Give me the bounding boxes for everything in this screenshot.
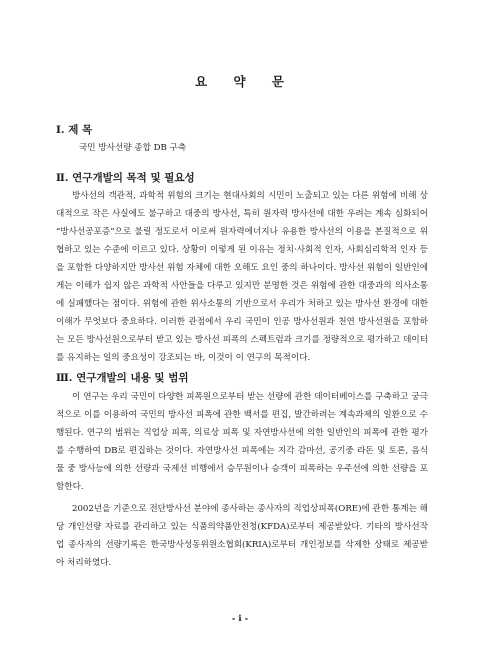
project-title: 국민 방사선량 종합 DB 구축 [79,143,187,153]
scope-paragraph-2: 2002년을 기준으로 전단방사선 분야에 종사하는 종사자의 직업상피폭(ORE)에 관한 통계는 해당 개인선량 자료를 관리하고 있는 식품의약품안전청(KFDA)로부터 제공받았다. 기타의 방사선작업 종사자의 선량기록은 한국방사성동위원소협회(KRIA)로부터 개인정보를 삭제한 상태로 제공받아 처리하였다. [56,504,428,568]
page-title [0,72,480,90]
purpose-paragraph: 방사선의 객관적, 과학적 위험의 크기는 현대사회의 시민이 노출되고 있는 다른 위험에 비해 상대적으로 작은 사실에도 불구하고 대중의 방사선, 특히 원자력 방사선에 대한 우려는 계속 심화되어 “방사선공포증”으로 불릴 정도로서 이로써 원자력에너지나 유용한 방사선의 이용을 본질적으로 위협하고 있는 수준에 이르고 있다. 상황이 이렇게 된 이유는 정치·사회적 인자, 사회심리학적 인자 등을 포함한 다양하지만 방사선 위험 자체에 대한 오해도 요인 중의 하나이다. 방사선 위험이 일반인에게는 이해가 쉽지 않은 과학적 사안들을 다루고 있지만 분명한 것은 위험에 관한 대중과의 의사소통에 실패했다는 점이다. 위험에 관한 위사소통의 기반으로서 우리가 처하고 있는 방사선 환경에 대한 이해가 무엇보다 중요하다. 이러한 관점에서 우리 국민이 인공 방사선원과 천연 방사선원을 포함하는 모든 방사선원으로부터 받고 있는 방사선 피폭의 스펙트럼과 크기를 정량적으로 평가하고 데이터를 유지하는 일의 중요성이 강조되는 바, 이것이 이 연구의 목적이다. [56,191,428,363]
purpose-section [56,187,428,367]
section-heading-purpose: Ⅱ. 연구개발의 목적 및 필요성 [56,172,195,184]
section-heading-title: Ⅰ. 제 목 [56,124,93,136]
title-char-2: 약 [233,74,247,89]
scope-section [56,388,428,572]
section-heading-scope: Ⅲ. 연구개발의 내용 및 범위 [56,372,189,384]
scope-paragraph-1: 이 연구는 우리 국민이 다양한 피폭원으로부터 받는 선량에 관한 데이터베이스를 구축하고 궁극적으로 이를 이용하여 국민의 방사선 피폭에 관한 백서를 편집, 발간하려는 계속과제의 일환으로 수행된다. 연구의 범위는 직업상 피폭, 의료상 피폭 및 자연방사선에 의한 일반인의 피폭에 관한 평가를 수행하여 DB로 편집하는 것이다. 자연방사선 피폭에는 지각 감마선, 공기중 라돈 및 토론, 음식물 중 방사능에 의한 선량과 국제선 비행에서 승무원이나 승객이 피폭하는 우주선에 의한 선량을 포함한다. [56,392,428,492]
page-number: - i - [231,614,249,624]
title-char-1: 요 [195,74,209,89]
title-char-3: 문 [271,74,285,89]
